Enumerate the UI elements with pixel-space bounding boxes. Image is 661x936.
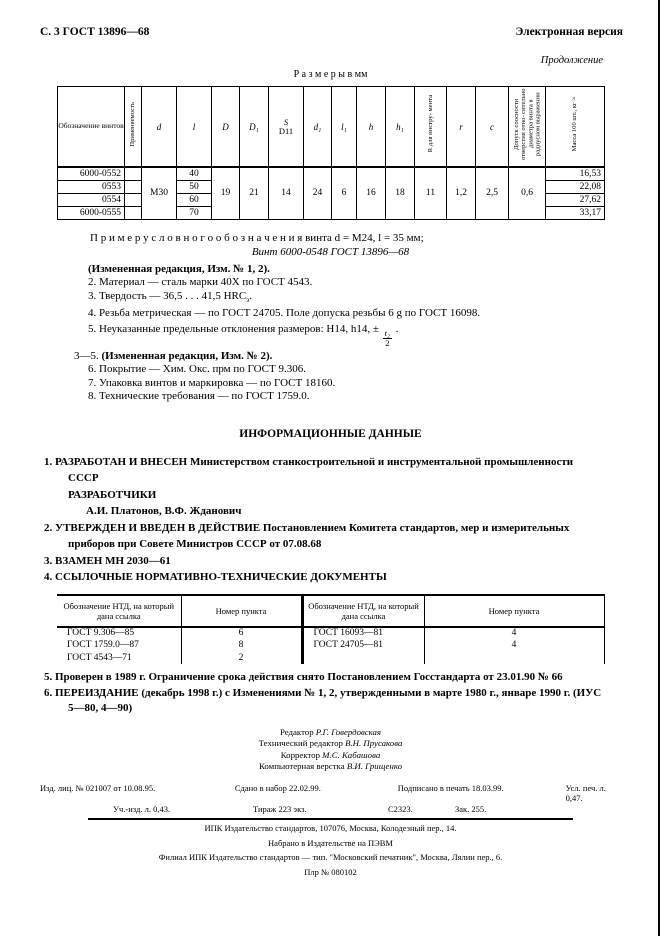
printer-branch: Филиал ИПК Издательство стандартов — тип. "Московский печатник", Москва, Лялин пер., 6. — [158, 852, 503, 863]
col-applicability: Применяемость — [125, 87, 142, 168]
imprint-divider-rule — [88, 818, 573, 821]
col-S-D11: S D11 — [269, 87, 304, 168]
developers-label: РАЗРАБОТЧИКИ — [68, 488, 157, 501]
example-line — [58, 232, 603, 246]
corrector-line: Корректор М.С. Кабашова — [280, 749, 381, 760]
edition-label: Электронная версия — [515, 26, 623, 38]
colophon-block — [0, 727, 661, 773]
ref-col-ntd-right: Обозначение НТД, на который дана ссылка — [302, 595, 424, 627]
col-R-tool: R для инстру- мента — [415, 87, 447, 168]
col-D1: D₁ — [240, 87, 269, 168]
dimensions-table — [57, 86, 605, 220]
info-item-1: 1. РАЗРАБОТАН И ВНЕСЕН Министерством станкостроительной и инструментальной промышленности СССР — [44, 455, 574, 485]
ref-col-ntd-left: Обозначение НТД, на который дана ссылка — [57, 595, 181, 627]
units-label: Р а з м е р ы в мм — [293, 69, 368, 80]
cell-h1-merged: 18 — [386, 167, 415, 219]
col-h: h — [357, 87, 386, 168]
info-item-4: 4. ССЫЛОЧНЫЕ НОРМАТИВНО-ТЕХНИЧЕСКИЕ ДОКУМЕНТЫ — [44, 571, 387, 584]
example-designation: Винт 6000-0548 ГОСТ 13896—68 — [251, 246, 410, 258]
info-data-title: ИНФОРМАЦИОННЫЕ ДАННЫЕ — [239, 427, 422, 440]
ref-ntd: ГОСТ 16093—81 — [302, 627, 424, 640]
after-table-items — [44, 670, 605, 717]
dim-table-header-row — [58, 87, 605, 168]
col-mass: Масса 100 шт., кг ≈ — [546, 87, 605, 168]
note-3: 3. Твердость — 36,5 . . . 41,5 $HRC_э$. — [88, 289, 252, 304]
cell-h-merged: 16 — [357, 167, 386, 219]
info-item-3: 3. ВЗАМЕН МН 2030—61 — [44, 554, 171, 567]
note-2: 2. Материал — сталь марки 40Х по ГОСТ 4543. — [88, 276, 313, 288]
cell-l1-merged: 6 — [332, 167, 357, 219]
ref-ntd — [302, 652, 424, 665]
ref-clause: 6 — [181, 627, 302, 640]
ref-col-clause-right: Номер пункта — [424, 595, 604, 627]
note-5: 5. Неуказанные предельные отклонения размеров: Н14, h14, ± $\frac{\text{t₂}}{2}$ . — [88, 322, 399, 348]
cell-designation: 0554 — [58, 193, 125, 206]
cell-c-merged: 2,5 — [476, 167, 509, 219]
scan-edge-artifact — [658, 0, 660, 936]
example-text: винта d = М24, l = 35 мм; — [302, 231, 424, 244]
ref-col-clause-left: Номер пункта — [181, 595, 302, 627]
cell-d-merged: М30 — [142, 167, 177, 219]
publisher-address: ИПК Издательство стандартов, 107076, Москва, Колодезный пер., 14. — [204, 823, 457, 834]
cell-mass: 16,53 — [546, 167, 605, 180]
cell-mass: 27,62 — [546, 193, 605, 206]
dim-row-1 — [58, 167, 605, 180]
cell-l: 40 — [177, 167, 212, 180]
ref-ntd: ГОСТ 1759.0—87 — [67, 640, 139, 651]
cell-D1-merged: 21 — [240, 167, 269, 219]
note-8: 8. Технические требования — по ГОСТ 1759.0. — [88, 390, 310, 403]
cell-R-merged: 11 — [415, 167, 447, 219]
col-r: r — [447, 87, 476, 168]
cell-S-merged: 14 — [269, 167, 304, 219]
layout-line: Компьютерная верстка В.И. Грищенко — [259, 761, 402, 772]
cell-mass: 22,08 — [546, 180, 605, 193]
editor-line: Редактор Р.Г. Говердовская — [279, 726, 382, 737]
cell-designation: 6000-0552 — [58, 167, 125, 180]
imprint-block — [0, 783, 661, 879]
ref-clause: 8 — [181, 639, 302, 652]
imprint-row-1: Изд. лиц. № 021007 от 10.08.95. Сдано в набор 22.02.99. Подписано в печать 18.03.99. Усл. печ. л. 0,47. — [40, 782, 606, 803]
cell-d1-merged: 24 — [304, 167, 332, 219]
col-l1: l₁ — [332, 87, 357, 168]
typeset-note: Набрано в Издательстве на ПЭВМ — [268, 837, 393, 848]
cell-applicability — [125, 193, 142, 206]
col-designation: Обозначение винтов — [58, 87, 125, 168]
ref-table-header-row — [57, 595, 604, 627]
cell-l: 70 — [177, 206, 212, 219]
cell-applicability — [125, 167, 142, 180]
tech-editor-line: Технический редактор В.Н. Прусакова — [258, 738, 403, 749]
ref-clause — [424, 652, 604, 665]
info-item-5: 5. Проверен в 1989 г. Ограничение срока действия снято Постановлением Госстандарта от 23.01.90 № 66 — [44, 671, 563, 684]
cell-l: 50 — [177, 180, 212, 193]
tolerance-fraction: $\frac{\text{t₂}}{2}$ — [384, 327, 390, 348]
notes-block — [58, 232, 603, 404]
cell-designation: 0553 — [58, 180, 125, 193]
info-item-6: 6. ПЕРЕИЗДАНИЕ (декабрь 1998 г.) с Изменениями № 1, 2, утвержденными в марте 1980 г., январе 1990 г. (ИУС 5—80, 4—90) — [44, 686, 602, 715]
note-amended-2: 3—5. (Измененная редакция, Изм. № 2). — [74, 349, 273, 362]
cell-applicability — [125, 180, 142, 193]
col-l: l — [177, 87, 212, 168]
developers-names: А.И. Платонов, В.Ф. Жданович — [86, 505, 242, 518]
hrc-subscript: э — [246, 295, 250, 304]
cell-tolerance-merged: 0,6 — [509, 167, 546, 219]
page-number: С. 3 ГОСТ 13896—68 — [40, 26, 150, 38]
info-data-block — [44, 454, 605, 586]
col-c: c — [476, 87, 509, 168]
cell-l: 60 — [177, 193, 212, 206]
continuation-label: Продолжение — [540, 55, 603, 66]
col-tolerance: Допуск соосности отверстия отно- сительно диаметра винта в радиусном выражении — [509, 87, 546, 168]
imprint-row-2: Уч.-изд. л. 0,43. Тираж 223 экз. С2323. Зак. 255. — [113, 803, 487, 814]
ref-clause: 4 — [424, 627, 604, 640]
page-header — [0, 0, 661, 38]
ref-row-2 — [57, 639, 604, 652]
ref-ntd: ГОСТ 24705—81 — [302, 639, 424, 652]
cell-applicability — [125, 206, 142, 219]
note-7: 7. Упаковка винтов и маркировка — по ГОСТ 18160. — [88, 376, 336, 389]
cell-D-merged: 19 — [212, 167, 240, 219]
col-d: d — [142, 87, 177, 168]
cell-r-merged: 1,2 — [447, 167, 476, 219]
ref-clause: 2 — [181, 652, 302, 665]
cell-designation: 6000-0555 — [79, 207, 121, 218]
note-6: 6. Покрытие — Хим. Окс. прм по ГОСТ 9.306. — [88, 363, 306, 376]
note-4: 4. Резьба метрическая — по ГОСТ 24705. Поле допуска резьбы 6 g по ГОСТ 16098. — [88, 307, 481, 320]
ref-ntd: ГОСТ 9.306—85 — [67, 628, 135, 639]
plr-number: Плр № 080102 — [304, 866, 357, 877]
ref-ntd: ГОСТ 4543—71 — [67, 652, 132, 663]
ref-row-3 — [57, 652, 604, 665]
col-D: D — [212, 87, 240, 168]
example-label: П р и м е р у с л о в н о г о о б о з н а ч е н и я — [90, 231, 303, 244]
cell-mass: 33,17 — [546, 206, 605, 219]
reference-documents-table — [57, 594, 605, 665]
ref-clause: 4 — [424, 639, 604, 652]
info-item-2: 2. УТВЕРЖДЕН И ВВЕДЕН В ДЕЙСТВИЕ Постановлением Комитета стандартов, мер и измерительных приборов при Совете Министров СССР от 07.08.68 — [44, 521, 570, 551]
col-h1: h₁ — [386, 87, 415, 168]
ref-row-1 — [57, 627, 604, 640]
col-d1: d₁ — [304, 87, 332, 168]
note-amended-1: (Измененная редакция, Изм. № 1, 2). — [88, 262, 270, 275]
